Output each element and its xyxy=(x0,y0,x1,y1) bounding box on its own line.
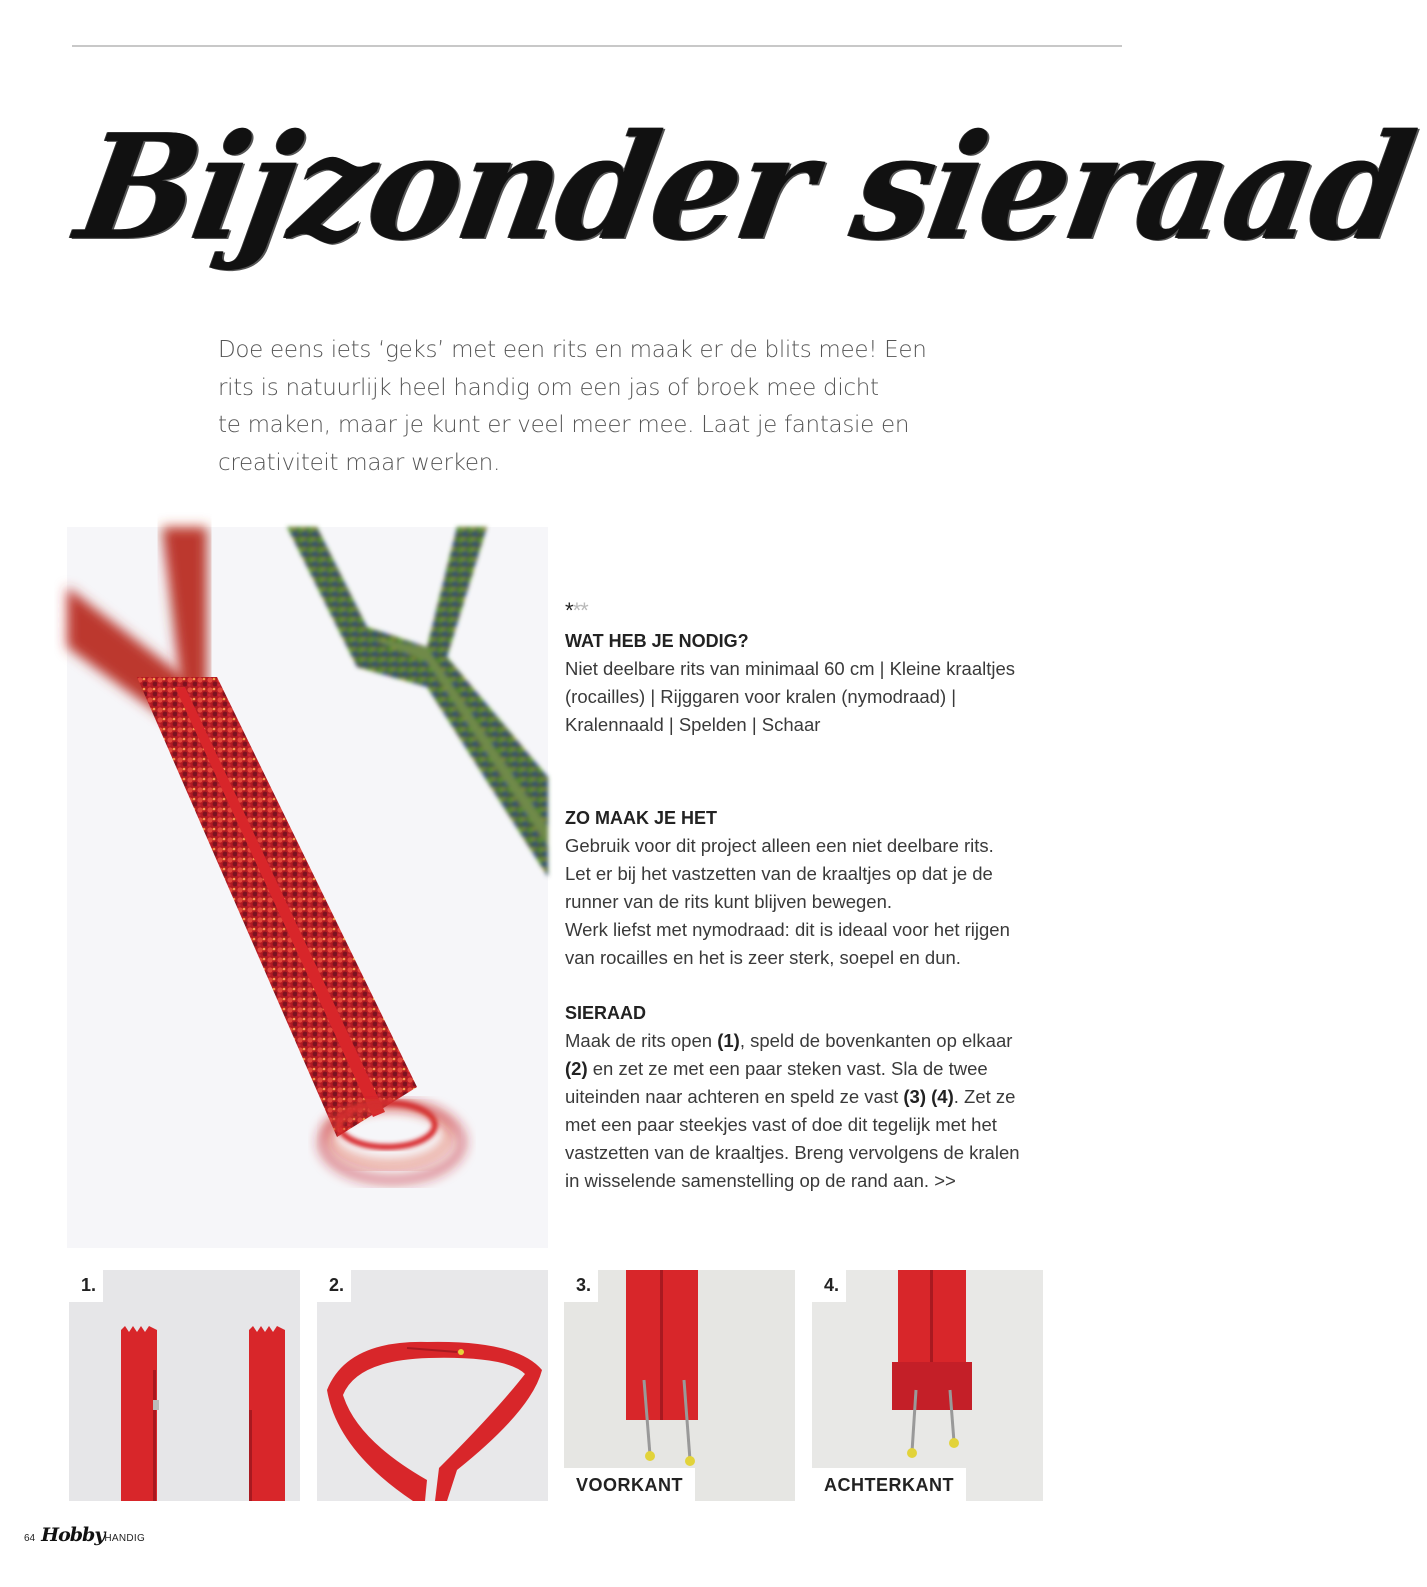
top-rule xyxy=(72,45,1122,47)
jewel-heading: SIERAAD xyxy=(565,1003,647,1023)
intro-line: Doe eens iets ‘geks’ met een rits en maak er de blits mee! Een xyxy=(218,337,927,363)
how-line: Gebruik voor dit project alleen een niet deelbare rits. xyxy=(565,835,994,856)
hero-photo xyxy=(67,527,548,1248)
intro-line: creativiteit maar werken. xyxy=(218,449,500,476)
jewel-line: Maak de rits open (1), speld de bovenkanten op elkaar xyxy=(565,1030,1013,1051)
page-footer xyxy=(24,1524,145,1546)
jewel-line: vastzetten van de kraaltjes. Breng vervolgens de kralen xyxy=(565,1142,1020,1163)
step-number: 2. xyxy=(317,1270,351,1302)
how-section xyxy=(565,804,1055,972)
jewel-line: met een paar steekjes vast of doe dit tegelijk met het xyxy=(565,1114,997,1135)
pinned-zipper-illustration xyxy=(317,1270,548,1501)
needs-line: Kralennaald | Spelden | Schaar xyxy=(565,714,821,735)
jewel-line: uiteinden naar achteren en speld ze vast (3) (4). Zet ze xyxy=(565,1086,1016,1107)
needs-heading: WAT HEB JE NODIG? xyxy=(565,631,749,651)
step-caption: VOORKANT xyxy=(564,1468,695,1501)
step-photo-3 xyxy=(564,1270,795,1501)
needs-line: (rocailles) | Rijggaren voor kralen (nymodraad) | xyxy=(565,686,957,707)
jewel-section xyxy=(565,999,1055,1195)
intro-paragraph xyxy=(218,332,927,482)
how-line: Let er bij het vastzetten van de kraaltjes op dat je de xyxy=(565,863,993,884)
difficulty-rating xyxy=(565,598,1055,624)
step-photo-4 xyxy=(812,1270,1043,1501)
step-number: 4. xyxy=(812,1270,846,1302)
brand-logo-handig: HANDIG xyxy=(104,1533,146,1544)
step-photo-1 xyxy=(69,1270,300,1501)
difficulty-star-empty: ** xyxy=(572,598,588,623)
page-title: Bijzonder sieraad xyxy=(66,101,1424,273)
page-number: 64 xyxy=(24,1533,36,1544)
jewel-line: in wisselende samenstelling op de rand aan. >> xyxy=(565,1170,956,1191)
difficulty-star-filled: * xyxy=(565,598,573,623)
step-number: 3. xyxy=(564,1270,598,1302)
open-zipper-illustration xyxy=(69,1270,300,1501)
how-line: Werk liefst met nymodraad: dit is ideaal voor het rijgen xyxy=(565,919,1010,940)
beaded-zipper-illustration xyxy=(67,527,548,1248)
zipper-front-illustration xyxy=(564,1270,795,1501)
needs-section xyxy=(565,627,1055,739)
zipper-back-illustration xyxy=(812,1270,1043,1501)
intro-line: te maken, maar je kunt er veel meer mee. Laat je fantasie en xyxy=(218,412,910,438)
step-ref: (2) xyxy=(565,1058,588,1079)
intro-line: rits is natuurlijk heel handig om een jas of broek mee dicht xyxy=(218,374,879,401)
brand-logo-hobby: Hobby xyxy=(41,1524,105,1546)
step-ref: (1) xyxy=(717,1030,740,1051)
how-heading: ZO MAAK JE HET xyxy=(565,808,718,828)
step-number: 1. xyxy=(69,1270,103,1302)
step-photo-2 xyxy=(317,1270,548,1501)
how-line: runner van de rits kunt blijven bewegen. xyxy=(565,891,893,912)
jewel-line: (2) en zet ze met een paar steken vast. Sla de twee xyxy=(565,1058,988,1079)
step-ref: (3) (4) xyxy=(903,1086,954,1107)
needs-line: Niet deelbare rits van minimaal 60 cm | Kleine kraaltjes xyxy=(565,658,1016,679)
how-line: van rocailles en het is zeer sterk, soepel en dun. xyxy=(565,947,961,968)
step-caption: ACHTERKANT xyxy=(812,1468,966,1501)
